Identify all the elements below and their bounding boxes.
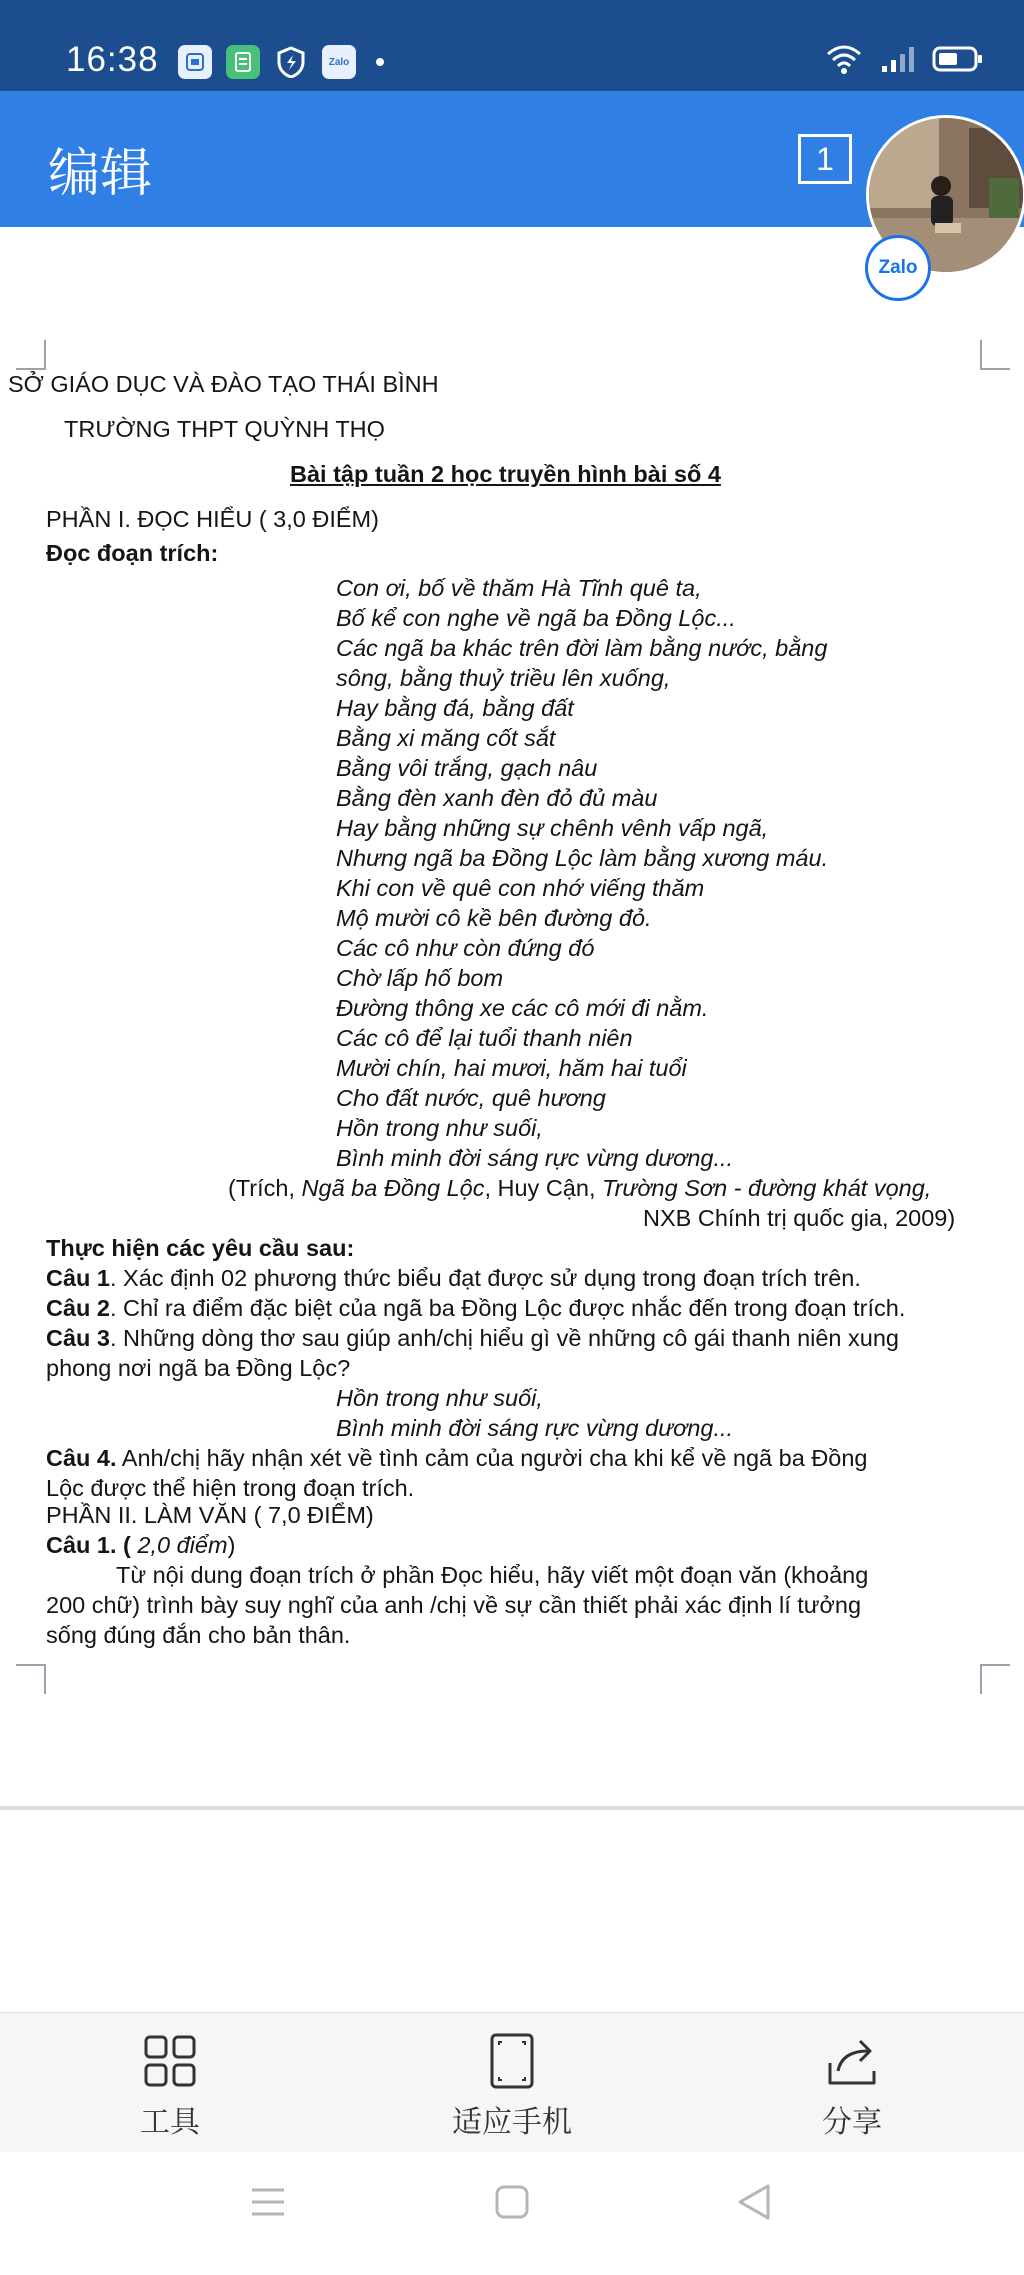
page-corner-top-left <box>16 340 46 370</box>
question-text: Anh/chị hãy nhận xét về tình cảm của người cha khi kể về ngã ba Đồng <box>116 1445 868 1471</box>
essay-text-line: sống đúng đắn cho bản thân. <box>46 1622 351 1648</box>
essay-score: 2,0 điểm <box>130 1532 228 1558</box>
poem-line: Đường thông xe các cô mới đi nằm. <box>336 995 709 1021</box>
part2-heading: PHẦN II. LÀM VĂN ( 7,0 ĐIỂM) <box>46 1502 374 1528</box>
more-notifications-dot <box>376 58 384 66</box>
tasks-heading: Thực hiện các yêu cầu sau: <box>46 1235 355 1261</box>
fit-phone-button[interactable] <box>422 2031 602 2141</box>
wifi-icon <box>824 44 864 74</box>
status-bar <box>0 0 1024 91</box>
poem-line: Bố kể con nghe về ngã ba Đồng Lộc... <box>336 605 736 631</box>
document-title: Bài tập tuần 2 học truyền hình bài số 4 <box>290 461 721 487</box>
citation-publisher: NXB Chính trị quốc gia, 2009) <box>643 1205 956 1231</box>
share-button[interactable] <box>762 2031 942 2141</box>
question-text: . Những dòng thơ sau giúp anh/chị hiểu gì về những cô gái thanh niên xung <box>110 1325 899 1351</box>
question-label: Câu 2 <box>46 1295 110 1321</box>
essay-question <box>46 1530 235 1560</box>
sim-icon <box>178 45 212 79</box>
poem-line: Các cô như còn đứng đó <box>336 935 595 961</box>
note-icon <box>226 45 260 79</box>
poem-line: Hay bằng những sự chênh vênh vấp ngã, <box>336 815 769 841</box>
read-prompt: Đọc đoạn trích: <box>46 540 219 566</box>
citation-line-1 <box>228 1173 931 1203</box>
menu-icon[interactable] <box>248 2182 288 2222</box>
poem-line: Cho đất nước, quê hương <box>336 1085 606 1111</box>
essay-close: ) <box>227 1532 236 1558</box>
question-label: Câu 3 <box>46 1325 110 1351</box>
poem-line: Bằng xi măng cốt sắt <box>336 725 556 751</box>
page-count-button[interactable]: 1 <box>798 134 852 184</box>
page-corner-bottom-left <box>16 1664 46 1694</box>
back-icon[interactable] <box>734 2182 774 2222</box>
share-icon <box>822 2031 882 2091</box>
poem-line: Hồn trong như suối, <box>336 1115 543 1141</box>
zalo-icon: Zalo <box>322 45 356 79</box>
question-3-cont: phong nơi ngã ba Đồng Lộc? <box>46 1355 351 1381</box>
status-time: 16:38 <box>66 40 159 79</box>
home-icon[interactable] <box>492 2182 532 2222</box>
poem-line: sông, bằng thuỷ triều lên xuống, <box>336 665 671 691</box>
citation-book: Trường Sơn - đường khát vọng, <box>602 1175 932 1201</box>
tools-button[interactable] <box>80 2031 260 2141</box>
question-text: . Chỉ ra điểm đặc biệt của ngã ba Đồng Lộc được nhắc đến trong đoạn trích. <box>110 1295 906 1321</box>
citation-author: , Huy Cận, <box>484 1175 602 1201</box>
poem-line: Mười chín, hai mươi, hăm hai tuổi <box>336 1055 687 1081</box>
poem-line: Nhưng ngã ba Đồng Lộc làm bằng xương máu. <box>336 845 829 871</box>
part1-heading: PHẦN I. ĐỌC HIỂU ( 3,0 ĐIỂM) <box>46 506 379 532</box>
question-2 <box>46 1293 905 1323</box>
bottom-toolbar <box>0 2012 1024 2152</box>
question-1 <box>46 1263 861 1293</box>
page-corner-top-right <box>980 340 1010 370</box>
poem-line: Hay bằng đá, bằng đất <box>336 695 574 721</box>
page-corner-bottom-right <box>980 1664 1010 1694</box>
citation-poem-title: Ngã ba Đồng Lộc <box>301 1175 485 1201</box>
question-4 <box>46 1443 868 1473</box>
poem-line: Chờ lấp hố bom <box>336 965 504 991</box>
fit-label: 适应手机 <box>452 2105 572 2140</box>
department-header: SỞ GIÁO DỤC VÀ ĐÀO TẠO THÁI BÌNH <box>8 371 439 397</box>
question-label: Câu 1 <box>46 1265 110 1291</box>
school-name: TRƯỜNG THPT QUỲNH THỌ <box>64 416 385 442</box>
question-label: Câu 4. <box>46 1445 117 1471</box>
poem-line: Con ơi, bố về thăm Hà Tĩnh quê ta, <box>336 575 702 601</box>
essay-text-line: Từ nội dung đoạn trích ở phần Đọc hiểu, hãy viết một đoạn văn (khoảng <box>116 1562 869 1588</box>
page-divider <box>0 1806 1024 1810</box>
poem-line: Bằng đèn xanh đèn đỏ đủ màu <box>336 785 658 811</box>
question-text: . Xác định 02 phương thức biểu đạt được sử dụng trong đoạn trích trên. <box>110 1265 861 1291</box>
share-label: 分享 <box>822 2105 882 2140</box>
shield-icon <box>274 45 308 79</box>
system-navigation-bar <box>0 2152 1024 2275</box>
grid-icon <box>140 2031 200 2091</box>
quote-line: Bình minh đời sáng rực vừng dương... <box>336 1415 734 1441</box>
citation-open: (Trích, <box>228 1175 302 1201</box>
poem-line: Các ngã ba khác trên đời làm bằng nước, bằng <box>336 635 828 661</box>
notification-icons <box>178 45 384 79</box>
poem-line: Bình minh đời sáng rực vừng dương... <box>336 1145 734 1171</box>
page-title: 编辑 <box>48 144 153 204</box>
essay-text-line: 200 chữ) trình bày suy nghĩ của anh /chị về sự cần thiết phải xác định lí tưởng <box>46 1592 862 1618</box>
tools-label: 工具 <box>140 2105 200 2140</box>
fit-screen-icon <box>482 2031 542 2091</box>
poem-line: Các cô để lại tuổi thanh niên <box>336 1025 633 1051</box>
essay-label: Câu 1. ( <box>46 1532 131 1558</box>
battery-icon <box>932 44 984 74</box>
question-4-cont: Lộc được thể hiện trong đoạn trích. <box>46 1475 415 1501</box>
poem-line: Mộ mười cô kề bên đường đỏ. <box>336 905 652 931</box>
quote-line: Hồn trong như suối, <box>336 1385 543 1411</box>
poem-line: Bằng vôi trắng, gạch nâu <box>336 755 598 781</box>
zalo-badge-icon[interactable]: Zalo <box>865 235 931 301</box>
signal-icon <box>880 44 916 74</box>
poem-line: Khi con về quê con nhớ viếng thăm <box>336 875 705 901</box>
system-indicators <box>824 44 984 74</box>
question-3 <box>46 1323 899 1353</box>
